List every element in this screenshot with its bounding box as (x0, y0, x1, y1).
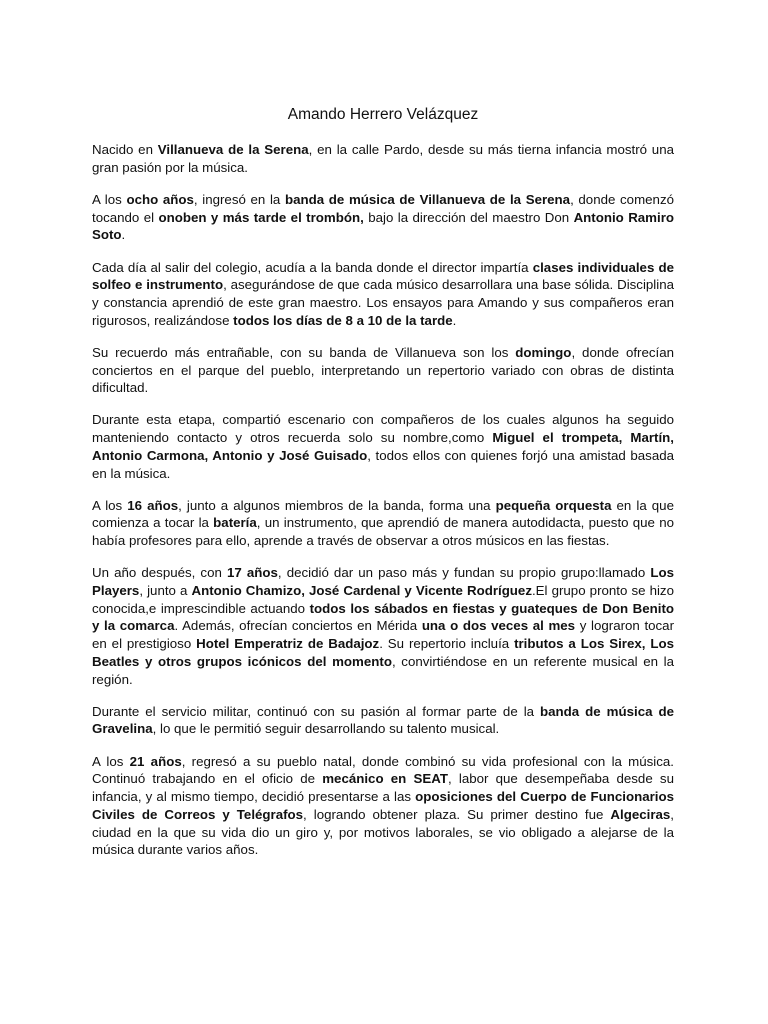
body-paragraph (92, 141, 674, 176)
bold-text-run: batería (213, 515, 257, 531)
text-run: Su recuerdo más entrañable, con su banda de Villanueva son los (92, 344, 516, 360)
bold-text-run: una o dos veces al mes (421, 618, 576, 634)
text-run: , donde comenzó tocando el (92, 191, 674, 225)
body-paragraph (92, 191, 674, 244)
text-run: . Su repertorio incluía (379, 636, 515, 652)
bold-text-run: banda de música de Villanueva de la Serena (284, 191, 571, 207)
text-run: , lo que le permitió seguir desarrollando su talento musical. (152, 721, 500, 737)
body-paragraph (92, 497, 674, 550)
text-run: , ingresó en la (193, 191, 285, 207)
text-run: Durante esta etapa, compartió escenario con compañeros de los cuales algunos ha seguido manteniendo contacto y otros recuerda solo su nombre,como (92, 412, 674, 446)
bold-text-run: ocho años (126, 191, 194, 207)
text-run: , logrando obtener plaza. Su primer destino fue (303, 806, 611, 822)
text-run: Durante el servicio militar, continuó con su pasión al formar parte de la (92, 703, 541, 719)
body-paragraph (92, 753, 674, 859)
text-run: A los (92, 753, 130, 769)
bold-text-run: Villanueva de la Serena (157, 142, 309, 157)
bold-text-run: clases individuales de solfeo e instrumento (92, 259, 674, 293)
text-run: bajo la dirección del maestro Don (363, 209, 574, 225)
text-run: , junto a algunos miembros de la banda, forma una (178, 497, 496, 513)
text-run: , ciudad en la que su vida dio un giro y, por motivos laborales, se vio obligado a alejarse de la música durante varios años. (92, 806, 674, 858)
bold-text-run: 17 años (226, 565, 278, 581)
text-run: en la que comienza a tocar la (92, 497, 674, 531)
body-paragraph (92, 411, 674, 482)
bold-text-run: Antonio Chamizo, José Cardenal y Vicente Rodríguez (191, 583, 532, 599)
bold-text-run: Los Players (92, 565, 674, 599)
bold-text-run: oposiciones del Cuerpo de Funcionarios Civiles de Correos y Telégrafos (92, 789, 675, 822)
body-paragraph (92, 344, 674, 397)
bold-text-run: onoben y más tarde el trombón, (158, 209, 364, 225)
bold-text-run: Miguel el trompeta, Martín, Antonio Carmona, Antonio y José Guisado (92, 430, 674, 463)
bold-text-run: todos los días de 8 a 10 de la tarde (233, 312, 453, 328)
text-run: .El grupo pronto se hizo conocida,e imprescindible actuando (92, 583, 674, 616)
text-run: . (121, 227, 126, 243)
text-run: , en la calle Pardo, desde su más tierna infancia mostró una gran pasión por la música. (92, 142, 674, 175)
text-run: , todos ellos con quienes forjó una amistad basada en la música. (92, 447, 674, 481)
text-run: , un instrumento, que aprendió de manera autodidacta, puesto que no había profesores para ello, aprende a través de observar a otros músicos en las fiestas. (92, 515, 674, 549)
bold-text-run: Antonio Ramiro Soto (92, 209, 675, 243)
bold-text-run: Hotel Emperatriz de Badajoz (196, 636, 380, 652)
bold-text-run: 16 años (127, 497, 179, 513)
text-run: Cada día al salir del colegio, acudía a la banda donde el director impartía (92, 259, 533, 275)
text-run: . (452, 312, 457, 328)
text-run: , regresó a su pueblo natal, donde combinó su vida profesional con la música. Continuó trabajando en el oficio de (92, 753, 674, 787)
text-run: , decidió dar un paso más y fundan su propio grupo:llamado (277, 565, 651, 581)
text-run: Nacido en (92, 142, 158, 157)
text-run: Un año después, con (92, 565, 227, 581)
bold-text-run: banda de música de Gravelina (92, 703, 674, 737)
body-paragraph (92, 564, 674, 688)
text-run: , junto a (139, 583, 192, 599)
body-paragraph (92, 703, 674, 738)
text-run: , convirtiéndose en un referente musical en la región. (92, 653, 675, 687)
bold-text-run: todos los sábados en fiestas y guateques de Don Benito y la comarca (92, 600, 674, 634)
bold-text-run: Algeciras (610, 806, 671, 822)
bold-text-run: 21 años (129, 753, 182, 769)
text-run: , donde ofrecían conciertos en el parque del pueblo, interpretando un repertorio variado con obras de distinta dificultad. (92, 344, 674, 396)
text-run: A los (92, 191, 127, 207)
bold-text-run: pequeña orquesta (495, 497, 612, 513)
text-run: , asegurándose de que cada músico desarrollara una base sólida. Disciplina y constancia aprendió de este gran maestro. Los ensayos para Amando y sus compañeros eran rigurosos, realizándose (92, 277, 674, 328)
document-title: Amando Herrero Velázquez (287, 106, 479, 123)
document-body (92, 141, 674, 859)
text-run: A los (92, 497, 128, 513)
text-run: . Además, ofrecían conciertos en Mérida (174, 618, 422, 634)
bold-text-run: tributos a Los Sirex, Los Beatles y otros grupos icónicos del momento (92, 636, 674, 669)
bold-text-run: mecánico en SEAT (322, 771, 448, 787)
text-run: y lograron tocar en el prestigioso (92, 618, 675, 652)
text-run: , labor que desempeñaba desde su infancia, y al mismo tiempo, decidió presentarse a las (92, 771, 674, 805)
bold-text-run: domingo (515, 344, 572, 360)
body-paragraph (92, 259, 674, 330)
